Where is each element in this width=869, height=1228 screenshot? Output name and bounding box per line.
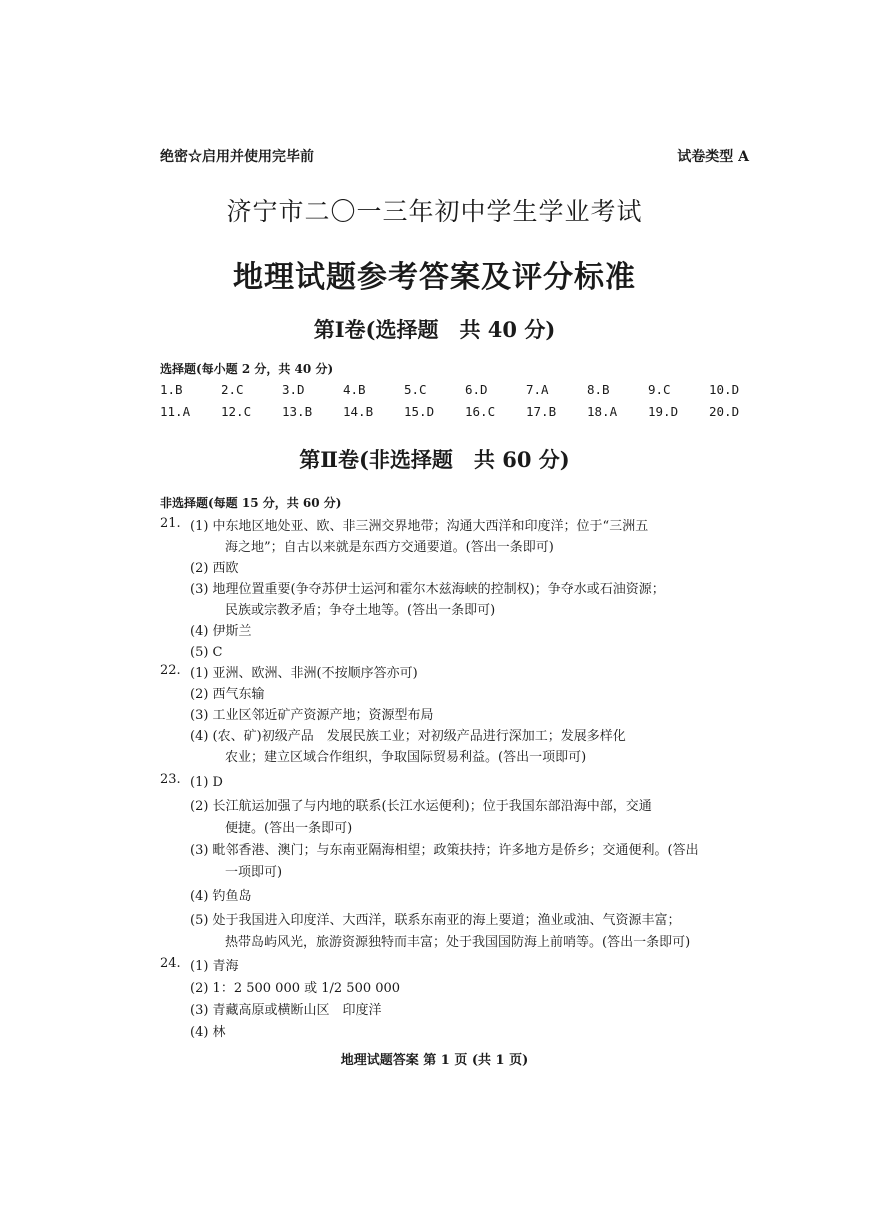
answer-row-2 — [160, 400, 770, 422]
q21-answer-2: (2) 西欧 — [190, 561, 239, 576]
q23-answer-2: (2) 长江航运加强了与内地的联系(长江水运便利)；位于我国东部沿海中部，交通 — [190, 799, 652, 814]
q22-answer-4: (4) (农、矿)初级产品 发展民族工业；对初级产品进行深加工；发展多样化 — [190, 729, 626, 744]
answer-cell: 14.B — [343, 403, 374, 419]
answer-cell: 9.C — [648, 381, 671, 397]
answer-row-1 — [160, 378, 770, 400]
answer-cell: 3.D — [282, 381, 305, 397]
paper-type-label: 试卷类型 A — [677, 149, 749, 165]
answer-cell: 15.D — [404, 403, 435, 419]
question-24-number: 24. — [160, 956, 181, 971]
answer-cell: 7.A — [526, 381, 549, 397]
answer-cell: 5.C — [404, 381, 427, 397]
part2-heading: 第Ⅱ卷(非选择题 共 60 分) — [299, 447, 570, 472]
answer-cell: 20.D — [709, 403, 740, 419]
q22-answer-1: (1) 亚洲、欧洲、非洲(不按顺序答亦可) — [190, 666, 418, 681]
q23-answer-3-cont: 一项即可) — [225, 865, 283, 880]
answer-cell: 10.D — [709, 381, 740, 397]
q24-answer-4: (4) 林 — [190, 1025, 226, 1040]
q21-answer-1-cont: 海之地”；自古以来就是东西方交通要道。(答出一条即可) — [225, 540, 554, 555]
answer-cell: 11.A — [160, 403, 191, 419]
q23-answer-1: (1) D — [190, 775, 223, 790]
part1-subheading: 选择题(每小题 2 分，共 40 分) — [160, 362, 334, 376]
q21-answer-5: (5) C — [190, 645, 223, 660]
answer-cell: 8.B — [587, 381, 610, 397]
q21-answer-4: (4) 伊斯兰 — [190, 624, 252, 639]
answer-cell: 16.C — [465, 403, 496, 419]
answer-cell: 17.B — [526, 403, 557, 419]
answer-cell: 4.B — [343, 381, 366, 397]
answer-cell: 1.B — [160, 381, 183, 397]
q24-answer-1: (1) 青海 — [190, 959, 239, 974]
q24-answer-3: (3) 青藏高原或横断山区 印度洋 — [190, 1003, 382, 1018]
q21-answer-3: (3) 地理位置重要(争夺苏伊士运河和霍尔木兹海峡的控制权)；争夺水或石油资源； — [190, 582, 665, 597]
answer-cell: 6.D — [465, 381, 488, 397]
answer-cell: 13.B — [282, 403, 313, 419]
answer-cell: 2.C — [221, 381, 244, 397]
q23-answer-2-cont: 便捷。(答出一条即可) — [225, 821, 353, 836]
question-22-number: 22. — [160, 663, 181, 678]
answer-cell: 18.A — [587, 403, 618, 419]
q23-answer-4: (4) 钓鱼岛 — [190, 889, 252, 904]
secret-label: 绝密☆启用并使用完毕前 — [160, 149, 314, 165]
q24-answer-2: (2) 1：2 500 000 或 1/2 500 000 — [190, 981, 401, 996]
answer-cell: 12.C — [221, 403, 252, 419]
exam-title: 济宁市二〇一三年初中学生学业考试 — [226, 197, 643, 226]
q23-answer-5: (5) 处于我国进入印度洋、大西洋，联系东南亚的海上要道；渔业或油、气资源丰富； — [190, 913, 681, 928]
question-23-number: 23. — [160, 772, 181, 787]
q22-answer-3: (3) 工业区邻近矿产资源产地；资源型布局 — [190, 708, 434, 723]
part1-heading: 第Ⅰ卷(选择题 共 40 分) — [313, 317, 556, 342]
choice-answers — [160, 378, 770, 422]
q21-answer-1: (1) 中东地区地处亚、欧、非三洲交界地带；沟通大西洋和印度洋；位于“三洲五 — [190, 519, 649, 534]
question-21-number: 21. — [160, 516, 181, 531]
q22-answer-2: (2) 西气东输 — [190, 687, 265, 702]
part2-subheading: 非选择题(每题 15 分，共 60 分) — [160, 496, 342, 510]
q22-answer-4-cont: 农业；建立区域合作组织，争取国际贸易利益。(答出一项即可) — [225, 750, 587, 765]
document-title: 地理试题参考答案及评分标准 — [233, 260, 636, 295]
page-footer: 地理试题答案 第 1 页 (共 1 页) — [340, 1053, 529, 1068]
q23-answer-5-cont: 热带岛屿风光，旅游资源独特而丰富；处于我国国防海上前哨等。(答出一条即可) — [225, 935, 691, 950]
answer-cell: 19.D — [648, 403, 679, 419]
q23-answer-3: (3) 毗邻香港、澳门；与东南亚隔海相望；政策扶持；许多地方是侨乡；交通便利。(答出 — [190, 843, 699, 858]
q21-answer-3-cont: 民族或宗教矛盾；争夺土地等。(答出一条即可) — [225, 603, 496, 618]
